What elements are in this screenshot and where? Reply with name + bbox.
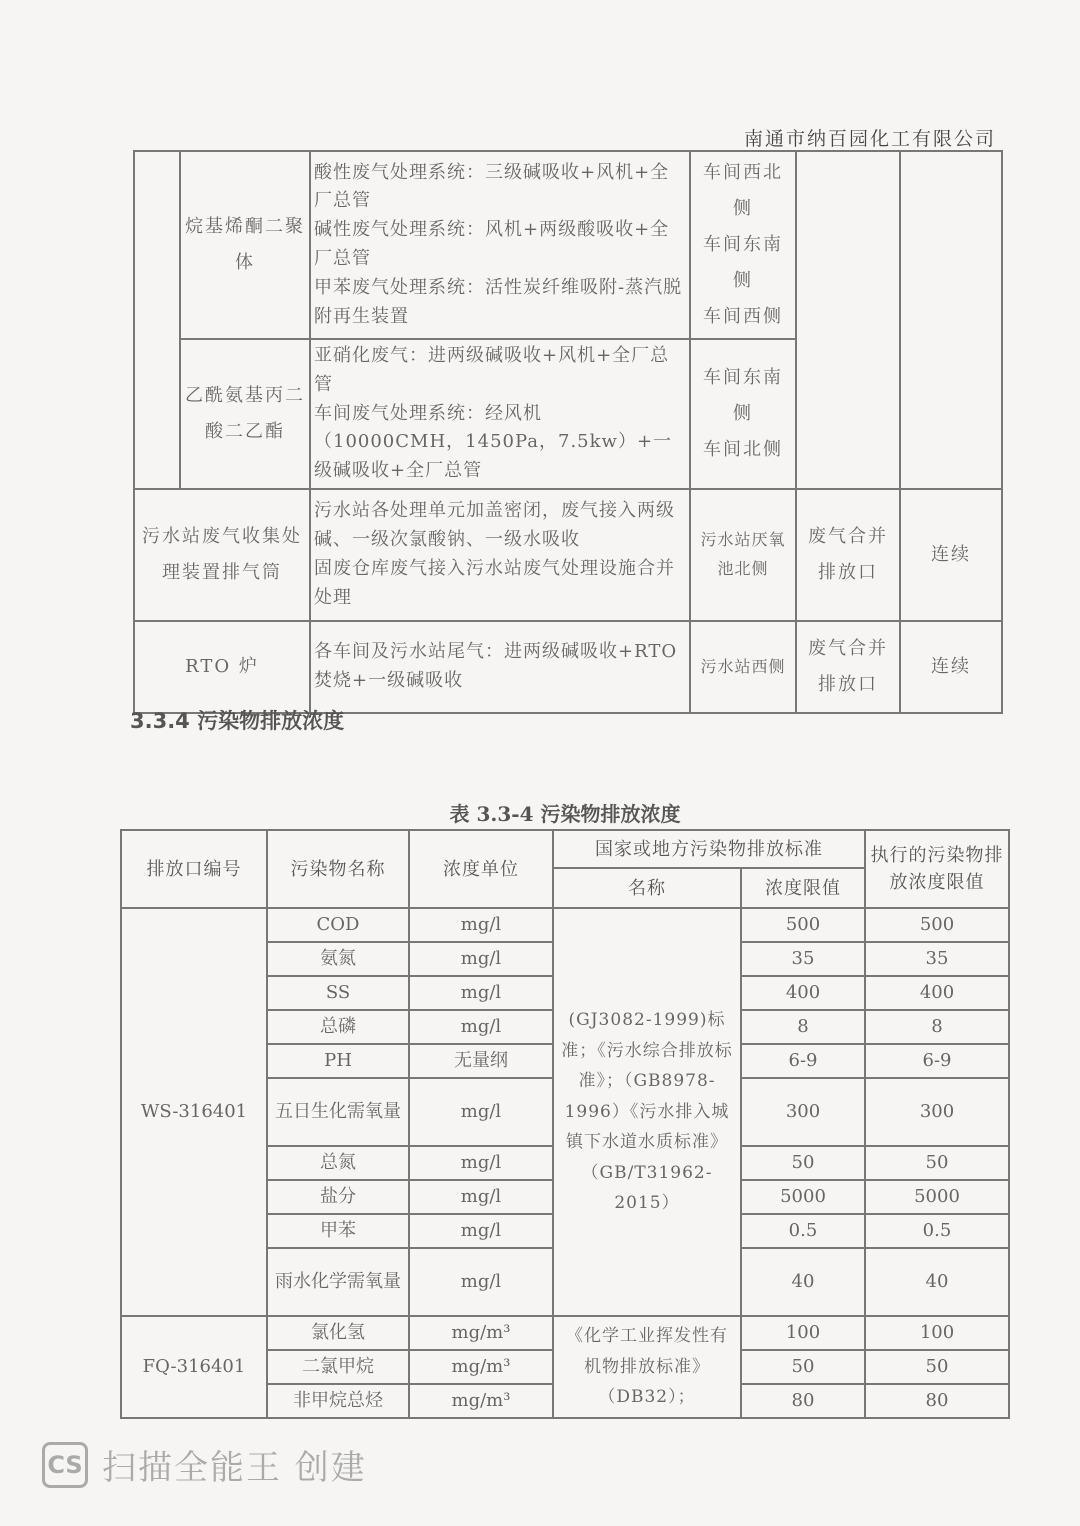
unit: mg/l <box>409 1248 553 1316</box>
unit: mg/l <box>409 942 553 976</box>
table-row <box>134 621 1002 713</box>
watermark-text: 扫描全能王 创建 <box>102 1448 367 1488</box>
header-standard-group: 国家或地方污染物排放标准 <box>553 830 865 868</box>
table-caption: 表 3.3-4 污染物排放浓度 <box>449 802 681 826</box>
limit: 80 <box>741 1384 865 1418</box>
limit: 100 <box>741 1316 865 1350</box>
product-name: 乙酰氨基丙二酸二乙酯 <box>180 339 310 489</box>
exec-limit: 400 <box>865 976 1009 1010</box>
unit: mg/m³ <box>409 1384 553 1418</box>
limit: 6-9 <box>741 1044 865 1078</box>
treatment-facility-table <box>133 150 1003 714</box>
treatment-description: 各车间及污水站尾气：进两级碱吸收+RTO 焚烧+一级碱吸收 <box>310 621 690 713</box>
unit: mg/m³ <box>409 1350 553 1384</box>
exec-limit: 5000 <box>865 1180 1009 1214</box>
limit: 500 <box>741 908 865 942</box>
cs-logo-icon: CS <box>42 1442 88 1488</box>
blank-cell <box>900 151 1002 489</box>
exec-limit: 50 <box>865 1146 1009 1180</box>
limit: 50 <box>741 1146 865 1180</box>
limit: 300 <box>741 1078 865 1146</box>
location-cell: 车间东南侧 车间北侧 <box>690 339 796 489</box>
header-std-limit: 浓度限值 <box>741 868 865 908</box>
exec-limit: 35 <box>865 942 1009 976</box>
pollutant-name: COD <box>267 908 409 942</box>
table-row <box>121 1316 1009 1350</box>
pollutant-name: 非甲烷总烃 <box>267 1384 409 1418</box>
treatment-description: 污水站各处理单元加盖密闭，废气接入两级碱、一级次氯酸钠、一级水吸收 固废仓库废气接入污水站废气处理设施合并处理 <box>310 489 690 621</box>
section-title: 3.3.4 污染物排放浓度 <box>130 709 345 733</box>
pollutant-name: 盐分 <box>267 1180 409 1214</box>
pollutant-name: 总磷 <box>267 1010 409 1044</box>
pollutant-name: 五日生化需氧量 <box>267 1078 409 1146</box>
treatment-description: 酸性废气处理系统：三级碱吸收+风机+全厂总管 碱性废气处理系统：风机+两级酸吸收+全厂总管 甲苯废气处理系统：活性炭纤维吸附-蒸汽脱附再生装置 <box>310 151 690 339</box>
location-cell: 污水站厌氧池北侧 <box>690 489 796 621</box>
exec-limit: 0.5 <box>865 1214 1009 1248</box>
unit: mg/l <box>409 908 553 942</box>
exec-limit: 8 <box>865 1010 1009 1044</box>
exec-limit: 100 <box>865 1316 1009 1350</box>
unit: mg/l <box>409 1214 553 1248</box>
blank-cell <box>796 151 900 489</box>
outlet-id: FQ-316401 <box>121 1316 267 1418</box>
header-unit: 浓度单位 <box>409 830 553 908</box>
pollutant-name: 总氮 <box>267 1146 409 1180</box>
unit: mg/l <box>409 1010 553 1044</box>
limit: 0.5 <box>741 1214 865 1248</box>
emission-mode: 连续 <box>900 489 1002 621</box>
exec-limit: 500 <box>865 908 1009 942</box>
exec-limit: 50 <box>865 1350 1009 1384</box>
unit: mg/l <box>409 976 553 1010</box>
location-cell: 车间西北侧 车间东南侧 车间西侧 <box>690 151 796 339</box>
unit: 无量纲 <box>409 1044 553 1078</box>
header-pollutant: 污染物名称 <box>267 830 409 908</box>
limit: 40 <box>741 1248 865 1316</box>
header-std-name: 名称 <box>553 868 741 908</box>
header-outlet: 排放口编号 <box>121 830 267 908</box>
unit: mg/l <box>409 1180 553 1214</box>
unit: mg/m³ <box>409 1316 553 1350</box>
limit: 50 <box>741 1350 865 1384</box>
exec-limit: 80 <box>865 1384 1009 1418</box>
pollutant-name: SS <box>267 976 409 1010</box>
pollutant-name: PH <box>267 1044 409 1078</box>
pollutant-concentration-table <box>120 829 1010 1419</box>
table-row <box>134 489 1002 621</box>
standard-name: 《化学工业挥发性有机物排放标准》（DB32）； <box>553 1316 741 1418</box>
exec-limit: 6-9 <box>865 1044 1009 1078</box>
outlet-type: 废气合并排放口 <box>796 621 900 713</box>
facility-name: RTO 炉 <box>134 621 310 713</box>
pollutant-name: 氯化氢 <box>267 1316 409 1350</box>
pollutant-name: 甲苯 <box>267 1214 409 1248</box>
limit: 8 <box>741 1010 865 1044</box>
blank-cell <box>134 151 180 489</box>
exec-limit: 40 <box>865 1248 1009 1316</box>
treatment-description: 亚硝化废气：进两级碱吸收+风机+全厂总管 车间废气处理系统：经风机（10000CMH，1450Pa，7.5kw）+一级碱吸收+全厂总管 <box>310 339 690 489</box>
limit: 5000 <box>741 1180 865 1214</box>
outlet-id: WS-316401 <box>121 908 267 1316</box>
header-row <box>121 830 1009 868</box>
facility-name: 污水站废气收集处理装置排气筒 <box>134 489 310 621</box>
standard-name: (GJ3082-1999)标准；《污水综合排放标准》；（GB8978-1996）《污水排入城镇下水道水质标准》（GB/T31962-2015） <box>553 908 741 1316</box>
table-row <box>134 151 1002 339</box>
pollutant-name: 氨氮 <box>267 942 409 976</box>
pollutant-name: 二氯甲烷 <box>267 1350 409 1384</box>
product-name: 烷基烯酮二聚体 <box>180 151 310 339</box>
exec-limit: 300 <box>865 1078 1009 1146</box>
limit: 400 <box>741 976 865 1010</box>
table-row <box>121 908 1009 942</box>
outlet-type: 废气合并排放口 <box>796 489 900 621</box>
limit: 35 <box>741 942 865 976</box>
emission-mode: 连续 <box>900 621 1002 713</box>
pollutant-name: 雨水化学需氧量 <box>267 1248 409 1316</box>
location-cell: 污水站西侧 <box>690 621 796 713</box>
scanner-watermark <box>42 1440 367 1489</box>
unit: mg/l <box>409 1078 553 1146</box>
unit: mg/l <box>409 1146 553 1180</box>
company-header: 南通市纳百园化工有限公司 <box>743 128 996 150</box>
header-exec-limit: 执行的污染物排放浓度限值 <box>865 830 1009 908</box>
